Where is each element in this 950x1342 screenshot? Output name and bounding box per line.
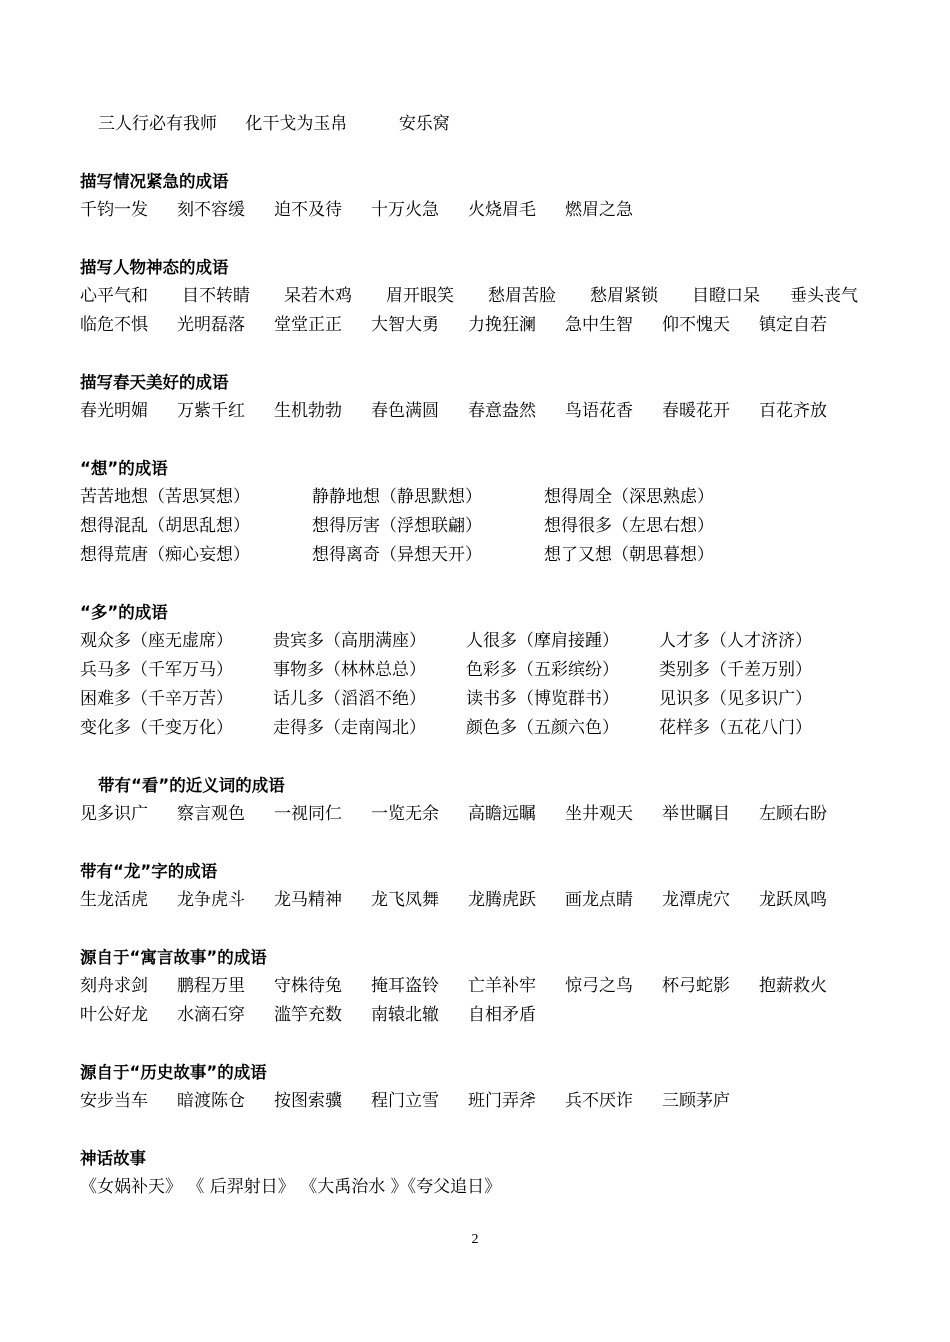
idiom: 三人行必有我师 bbox=[98, 114, 217, 134]
idiom-row bbox=[80, 483, 880, 512]
idiom: 抱薪救火 bbox=[759, 976, 827, 996]
idiom: 生机勃勃 bbox=[274, 401, 342, 421]
idiom-pair: 事物多（林林总总） bbox=[273, 660, 426, 680]
idiom: 察言观色 bbox=[177, 804, 245, 824]
idiom: 刻舟求剑 bbox=[80, 976, 148, 996]
idiom: 叶公好龙 bbox=[80, 1005, 148, 1025]
idiom: 垂头丧气 bbox=[790, 286, 858, 306]
idiom: 生龙活虎 bbox=[80, 890, 148, 910]
idiom: 亡羊补牢 bbox=[468, 976, 536, 996]
idiom: 春色满圆 bbox=[371, 401, 439, 421]
section-heading-history: 源自于“历史故事”的成语 bbox=[80, 1063, 267, 1082]
idiom-pair: 见识多（见多识广） bbox=[659, 689, 812, 709]
idiom-row bbox=[80, 1001, 880, 1030]
idiom: 春光明媚 bbox=[80, 401, 148, 421]
idiom: 暗渡陈仓 bbox=[177, 1091, 245, 1111]
idiom-pair: 想得厉害（浮想联翩） bbox=[312, 516, 482, 536]
idiom-pair: 颜色多（五颜六色） bbox=[466, 718, 619, 738]
idiom: 春暖花开 bbox=[662, 401, 730, 421]
idiom-row bbox=[80, 282, 880, 311]
idiom: 杯弓蛇影 bbox=[662, 976, 730, 996]
idiom: 万紫千红 bbox=[177, 401, 245, 421]
idiom-row bbox=[80, 397, 880, 426]
idiom-row bbox=[80, 627, 880, 656]
idiom: 龙跃凤鸣 bbox=[759, 890, 827, 910]
idiom: 龙飞凤舞 bbox=[371, 890, 439, 910]
idiom: 见多识广 bbox=[80, 804, 148, 824]
idiom-pair: 兵马多（千军万马） bbox=[80, 660, 233, 680]
idiom-pair: 静静地想（静思默想） bbox=[312, 487, 482, 507]
idiom: 十万火急 bbox=[371, 200, 439, 220]
idiom-row bbox=[80, 800, 880, 829]
idiom-pair: 想得荒唐（痴心妄想） bbox=[80, 545, 250, 565]
idiom: 堂堂正正 bbox=[274, 315, 342, 335]
idiom: 自相矛盾 bbox=[468, 1005, 536, 1025]
idiom: 守株待兔 bbox=[274, 976, 342, 996]
idiom: 千钧一发 bbox=[80, 200, 148, 220]
idiom-pair: 读书多（博览群书） bbox=[466, 689, 619, 709]
idiom-pair: 变化多（千变万化） bbox=[80, 718, 233, 738]
idiom: 仰不愧天 bbox=[662, 315, 730, 335]
idiom: 迫不及待 bbox=[274, 200, 342, 220]
idiom: 兵不厌诈 bbox=[565, 1091, 633, 1111]
idiom: 班门弄斧 bbox=[468, 1091, 536, 1111]
idiom: 燃眉之急 bbox=[565, 200, 633, 220]
page-number: 2 bbox=[471, 1232, 479, 1247]
idiom: 滥竽充数 bbox=[274, 1005, 342, 1025]
idiom: 一视同仁 bbox=[274, 804, 342, 824]
idiom-row bbox=[80, 541, 880, 570]
section-heading-fables: 源自于“寓言故事”的成语 bbox=[80, 948, 267, 967]
section-heading-spring: 描写春天美好的成语 bbox=[80, 373, 229, 392]
idiom: 力挽狂澜 bbox=[468, 315, 536, 335]
idiom-row bbox=[80, 972, 880, 1001]
idiom: 鹏程万里 bbox=[177, 976, 245, 996]
idiom: 呆若木鸡 bbox=[284, 286, 352, 306]
idiom: 目不转睛 bbox=[182, 286, 250, 306]
idiom: 三顾茅庐 bbox=[662, 1091, 730, 1111]
idiom: 鸟语花香 bbox=[565, 401, 633, 421]
idiom-pair: 想得离奇（异想天开） bbox=[312, 545, 482, 565]
idiom-row bbox=[80, 685, 880, 714]
idiom-row bbox=[80, 512, 880, 541]
section-heading-look: 带有“看”的近义词的成语 bbox=[98, 776, 285, 795]
idiom: 按图索骥 bbox=[274, 1091, 342, 1111]
idiom-pair: 苦苦地想（苦思冥想） bbox=[80, 487, 250, 507]
idiom: 急中生智 bbox=[565, 315, 633, 335]
document-page bbox=[80, 110, 880, 1202]
idiom-row bbox=[80, 1087, 880, 1116]
idiom: 临危不惧 bbox=[80, 315, 148, 335]
idiom: 心平气和 bbox=[80, 286, 148, 306]
idiom: 龙争虎斗 bbox=[177, 890, 245, 910]
idiom: 画龙点睛 bbox=[565, 890, 633, 910]
idiom: 眉开眼笑 bbox=[386, 286, 454, 306]
idiom: 镇定自若 bbox=[759, 315, 827, 335]
idiom-pair: 想得很多（左思右想） bbox=[544, 516, 714, 536]
idiom: 南辕北辙 bbox=[371, 1005, 439, 1025]
idiom-pair: 困难多（千辛万苦） bbox=[80, 689, 233, 709]
idiom: 左顾右盼 bbox=[759, 804, 827, 824]
idiom-row bbox=[80, 714, 880, 743]
section-heading-many: “多”的成语 bbox=[80, 603, 168, 622]
section-heading-think: “想”的成语 bbox=[80, 459, 168, 478]
idiom: 惊弓之鸟 bbox=[565, 976, 633, 996]
idiom-pair: 观众多（座无虚席） bbox=[80, 631, 233, 651]
idiom-pair: 话儿多（滔滔不绝） bbox=[273, 689, 426, 709]
idiom: 百花齐放 bbox=[759, 401, 827, 421]
myth-titles: 《女娲补天》 《 后羿射日》 《大禹治水 》《夸父追日》 bbox=[80, 1177, 502, 1197]
idiom: 举世瞩目 bbox=[662, 804, 730, 824]
idiom-pair: 想得周全（深思熟虑） bbox=[544, 487, 714, 507]
idiom-pair: 贵宾多（高朋满座） bbox=[273, 631, 426, 651]
idiom-row bbox=[80, 656, 880, 685]
idiom: 春意盎然 bbox=[468, 401, 536, 421]
idiom: 掩耳盗铃 bbox=[371, 976, 439, 996]
idiom-row bbox=[80, 196, 880, 225]
idiom: 安乐窝 bbox=[398, 114, 450, 134]
idiom: 一览无余 bbox=[371, 804, 439, 824]
idiom: 目瞪口呆 bbox=[692, 286, 760, 306]
section-heading-myths: 神话故事 bbox=[80, 1149, 146, 1168]
idiom-pair: 人才多（人才济济） bbox=[659, 631, 812, 651]
idiom-pair: 走得多（走南闯北） bbox=[273, 718, 426, 738]
idiom: 坐井观天 bbox=[565, 804, 633, 824]
idiom: 龙潭虎穴 bbox=[662, 890, 730, 910]
intro-line bbox=[80, 110, 880, 139]
section-heading-expression: 描写人物神态的成语 bbox=[80, 258, 229, 277]
idiom: 光明磊落 bbox=[177, 315, 245, 335]
idiom: 大智大勇 bbox=[371, 315, 439, 335]
idiom-row bbox=[80, 886, 880, 915]
idiom: 程门立雪 bbox=[371, 1091, 439, 1111]
idiom-pair: 人很多（摩肩接踵） bbox=[466, 631, 619, 651]
idiom: 刻不容缓 bbox=[177, 200, 245, 220]
idiom-pair: 色彩多（五彩缤纷） bbox=[466, 660, 619, 680]
section-heading-dragon: 带有“龙”字的成语 bbox=[80, 862, 218, 881]
idiom-pair: 想了又想（朝思暮想） bbox=[544, 545, 714, 565]
idiom: 高瞻远瞩 bbox=[468, 804, 536, 824]
idiom: 水滴石穿 bbox=[177, 1005, 245, 1025]
section-heading-urgent: 描写情况紧急的成语 bbox=[80, 172, 229, 191]
idiom-pair: 类别多（千差万别） bbox=[659, 660, 812, 680]
idiom-pair: 花样多（五花八门） bbox=[659, 718, 812, 738]
idiom-row bbox=[80, 311, 880, 340]
idiom: 龙腾虎跃 bbox=[468, 890, 536, 910]
idiom: 愁眉紧锁 bbox=[590, 286, 658, 306]
idiom: 火烧眉毛 bbox=[468, 200, 536, 220]
idiom: 安步当车 bbox=[80, 1091, 148, 1111]
idiom: 愁眉苦脸 bbox=[488, 286, 556, 306]
idiom: 龙马精神 bbox=[274, 890, 342, 910]
idiom: 化干戈为玉帛 bbox=[245, 114, 348, 134]
idiom-pair: 想得混乱（胡思乱想） bbox=[80, 516, 250, 536]
